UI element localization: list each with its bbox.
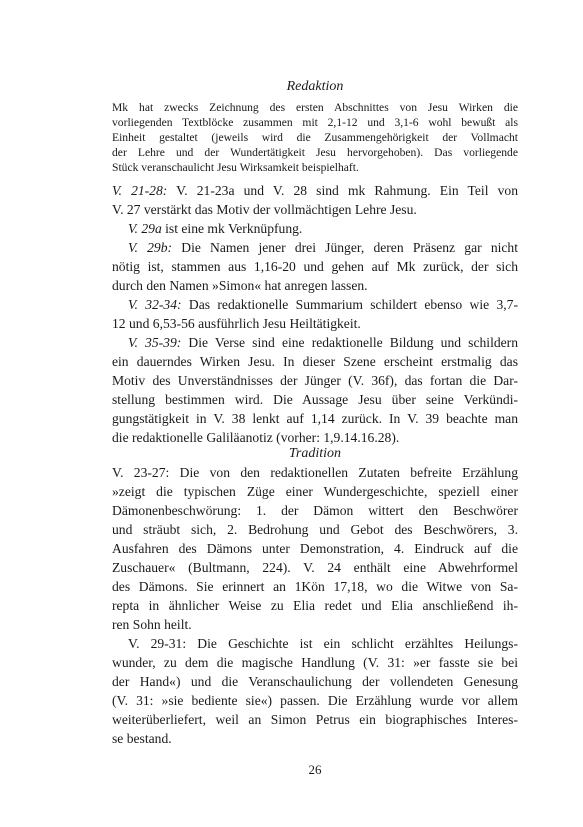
paragraph-text: Das redaktionelle Summarium schildert ebenso wie 3,7- xyxy=(181,297,518,312)
verse-reference: V. 29a xyxy=(128,221,162,236)
paragraph-line: ein dauerndes Wirken Jesu. In dieser Szene erscheint erstmalig das xyxy=(112,354,518,369)
paragraph-line: V. 23-27: Die von den redaktionellen Zutaten befreite Erzählung xyxy=(112,465,518,480)
paragraph-line xyxy=(112,181,518,200)
paragraph-line: (V. 31: »sie bediente sie«) passen. Die Erzählung wurde vor allem xyxy=(112,693,518,708)
paragraph-line: stellung bestimmen wird. Die Aussage Jesu über seine Verkündi- xyxy=(112,392,518,407)
verse-reference: V. 21-28: xyxy=(112,183,168,198)
paragraph-line: nötig ist, stammen aus 1,16-20 und gehen auf Mk zurück, der sich xyxy=(112,259,518,274)
paragraph-line: die redaktionelle Galiläanotiz (vorher: 1,9.14.16.28). xyxy=(112,430,400,445)
intro-line: Einheit gestaltet (jeweils wird die Zusammengehörigkeit der Vollmacht xyxy=(112,131,518,144)
intro-line: Stück veranschaulicht Jesu Wirksamkeit beispielhaft. xyxy=(112,161,359,174)
verse-reference: V. 29b: xyxy=(128,240,173,255)
paragraph-line: durch den Namen »Simon« hat anregen lassen. xyxy=(112,278,368,293)
paragraph-line xyxy=(112,219,518,238)
paragraph-line: und sträubt sich, 2. Bedrohung und Gebot des Beschwörers, 3. xyxy=(112,522,518,537)
paragraph-line: »zeigt die typischen Züge einer Wundergeschichte, speziell einer xyxy=(112,484,518,499)
paragraph-line: repta in ähnlicher Weise zu Elia redet und Elia anschließend ih- xyxy=(112,598,518,613)
paragraph-line xyxy=(112,238,518,257)
section-heading-redaktion: Redaktion xyxy=(286,79,344,94)
redaktion-verses xyxy=(112,181,518,447)
tradition-text xyxy=(112,463,518,748)
paragraph-line: V. 27 verstärkt das Motiv der vollmächtigen Lehre Jesu. xyxy=(112,202,417,217)
verse-reference: V. 35-39: xyxy=(128,335,182,350)
paragraph-line: Ausfahren des Dämons unter Demonstration, 4. Eindruck auf die xyxy=(112,541,518,556)
paragraph-line: weiterüberliefert, weil an Simon Petrus ein biographisches Interes- xyxy=(112,712,518,727)
redaktion-intro xyxy=(112,100,518,175)
paragraph-line: Dämonenbeschwörung: 1. der Dämon wittert den Beschwörer xyxy=(112,503,518,518)
intro-line: Mk hat zwecks Zeichnung des ersten Abschnittes von Jesu Wirken die xyxy=(112,101,518,114)
paragraph-text: ist eine mk Verknüpfung. xyxy=(161,221,303,236)
paragraph-line: se bestand. xyxy=(112,731,172,746)
paragraph-line: wunder, zu dem die magische Handlung (V. 31: »er fasste sie bei xyxy=(112,655,518,670)
paragraph-line xyxy=(112,333,518,352)
paragraph-text: V. 21-23a und V. 28 sind mk Rahmung. Ein Teil von xyxy=(167,183,518,198)
intro-line: vorliegenden Textblöcke zusammen mit 2,1-12 und 3,1-6 wohl bewußt als xyxy=(112,116,518,129)
paragraph-line: Motiv des Unverständnisses der Jünger (V. 36f), das fortan die Dar- xyxy=(112,373,518,388)
paragraph-line: 12 und 6,53-56 ausführlich Jesu Heiltätigkeit. xyxy=(112,316,361,331)
page-number: 26 xyxy=(308,762,322,777)
intro-line: der Lehre und der Wundertätigkeit Jesu hervorgehoben). Das vorliegende xyxy=(112,146,518,159)
verse-reference: V. 32-34: xyxy=(128,297,182,312)
paragraph-line: gungstätigkeit in V. 38 lenkt auf 1,14 zurück. In V. 39 beachte man xyxy=(112,411,518,426)
paragraph-text: Die Namen jener drei Jünger, deren Präsenz gar nicht xyxy=(172,240,518,255)
section-heading-tradition: Tradition xyxy=(288,446,342,461)
paragraph-text: Die Verse sind eine redaktionelle Bildung und schildern xyxy=(181,335,518,350)
paragraph-line: Zuschauer« (Bultmann, 224). V. 24 enthält eine Abwehrformel xyxy=(112,560,518,575)
paragraph-line: des Dämons. Sie erinnert an 1Kön 17,18, wo die Witwe von Sa- xyxy=(112,579,518,594)
paragraph-line: ren Sohn heilt. xyxy=(112,617,192,632)
paragraph-line xyxy=(112,295,518,314)
paragraph-line: V. 29-31: Die Geschichte ist ein schlicht erzähltes Heilungs- xyxy=(128,636,518,651)
paragraph-line: der Hand«) und die Veranschaulichung der vollendeten Genesung xyxy=(112,674,518,689)
